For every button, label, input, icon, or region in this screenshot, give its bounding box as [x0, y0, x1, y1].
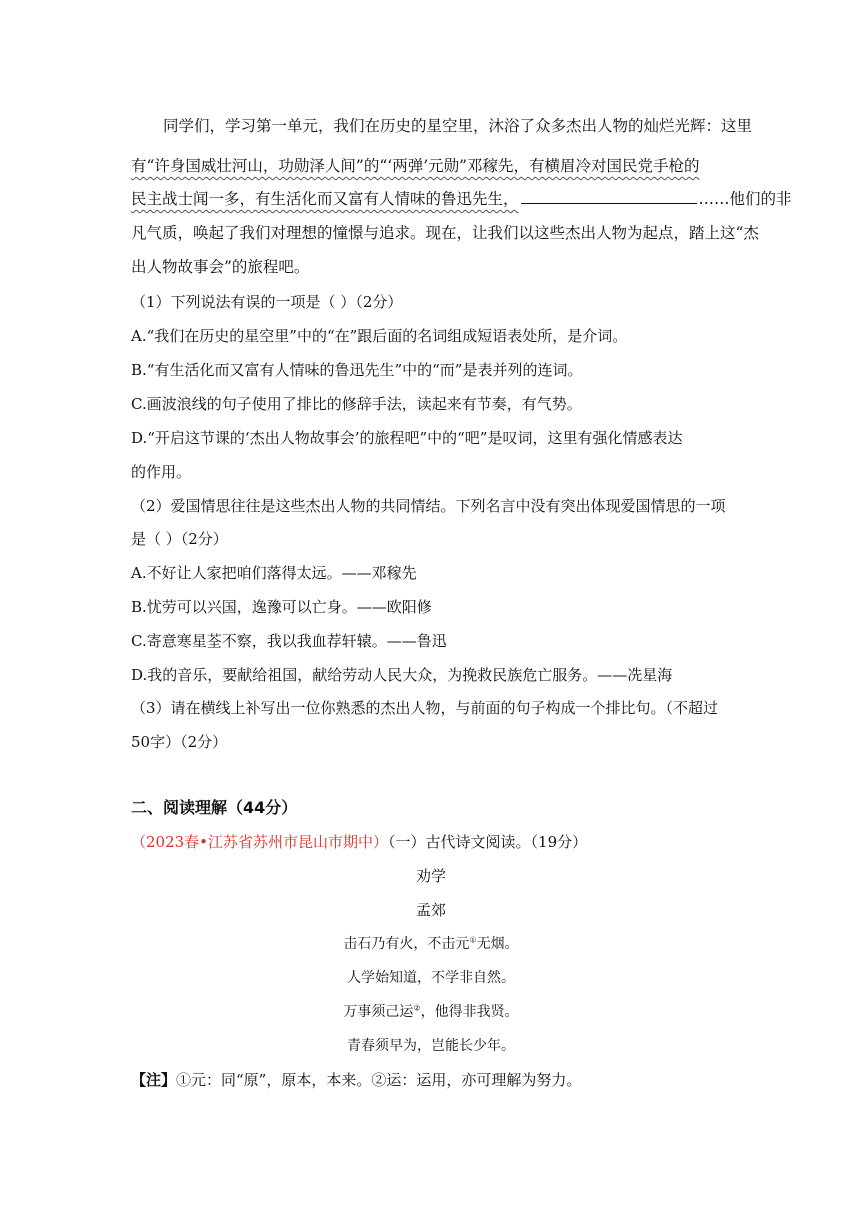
q2-stem-line-1: （2）爱国情思往往是这些杰出人物的共同情结。下列名言中没有突出体现爱国情思的一项: [131, 497, 726, 515]
footnote-text: ①元：同“原”，原本，本来。②运：运用，亦可理解为努力。: [176, 1071, 582, 1089]
intro-line-5: 出人物故事会”的旅程吧。: [131, 258, 310, 276]
footnote-tag: 【注】: [131, 1071, 177, 1089]
q2-option-d: D.我的音乐，要献给祖国，献给劳动人民大众，为挽救民族危亡服务。——冼星海: [131, 666, 673, 684]
poem-line-1-text-end: 无烟。: [476, 936, 519, 952]
poem-line-3-text-end: ，他得非我贤。: [420, 1004, 519, 1020]
poem-author: 孟郊: [415, 901, 446, 919]
intro-line-3-tail: ……他们的非: [698, 190, 792, 208]
wavy-underlined-sentence: 有“许身国威壮河山，功勋泽人间”的“‘两弹’元勋”邓稼先，有横眉冷对国民党手枪的: [131, 157, 700, 175]
q3-stem-line-1: （3）请在横线上补写出一位你熟悉的杰出人物，与前面的句子构成一个排比句。（不超过: [131, 699, 719, 717]
footnote-marker-1: ①: [469, 935, 477, 945]
q1-option-d-line-1: D.“开启这节课的‘杰出人物故事会’的旅程吧”中的“吧”是叹词，这里有强化情感表达: [131, 429, 683, 447]
q1-stem: （1）下列说法有误的一项是（ ）（2分）: [131, 293, 403, 311]
q3-stem-line-2: 50字）（2分）: [131, 733, 228, 751]
q2-option-a: A.不好让人家把咱们落得太远。——邓稼先: [131, 564, 417, 582]
poem-line-3-text: 万事须己运: [343, 1004, 414, 1020]
q2-stem-line-2: 是（ ）（2分）: [131, 530, 228, 548]
poem-title: 劝学: [415, 867, 446, 885]
intro-line-4: 凡气质，唤起了我们对理想的憧憬与追求。现在，让我们以这些杰出人物为起点，踏上这“杰: [131, 224, 759, 242]
intro-line-3: [131, 189, 792, 209]
intro-line-2: [131, 156, 700, 176]
q2-option-c: C.寄意寒星荃不察，我以我血荐轩辕。——鲁迅: [131, 632, 447, 650]
poem-line-1-text: 击石乃有火，不击元: [343, 936, 470, 952]
q2-option-b: B.忧劳可以兴国，逸豫可以亡身。——欧阳修: [131, 598, 432, 616]
wavy-underlined-sentence-cont: 民主战士闻一多，有生活化而又富有人情味的鲁迅先生，: [131, 190, 519, 208]
intro-line-1: 同学们，学习第一单元，我们在历史的星空里，沐浴了众多杰出人物的灿烂光辉：这里: [163, 117, 753, 135]
section-subheading: （一）古代诗文阅读。（19分）: [388, 833, 588, 851]
footnote: [131, 1070, 581, 1090]
poem-line-2: 人学始知道，不学非自然。: [347, 970, 515, 986]
poem-line-3: [131, 1002, 731, 1022]
answer-blank[interactable]: [521, 189, 697, 204]
poem-line-4: 青春须早为，岂能长少年。: [347, 1038, 515, 1054]
section-source-line: [131, 832, 587, 852]
q1-option-c: C.画波浪线的句子使用了排比的修辞手法，读起来有节奏，有气势。: [131, 395, 582, 413]
poem-line-1: [131, 934, 731, 954]
q1-option-d-line-2: 的作用。: [131, 463, 192, 481]
q1-option-b: B.“有生活化而又富有人情味的鲁迅先生”中的“而”是表并列的连词。: [131, 361, 583, 379]
exam-source: （2023春•江苏省苏州市昆山市期中）: [131, 833, 389, 851]
section-heading: 二、阅读理解（44分）: [131, 798, 298, 817]
footnote-marker-2: ②: [413, 1003, 421, 1013]
q1-option-a: A.“我们在历史的星空里”中的“在”跟后面的名词组成短语表处所，是介词。: [131, 327, 628, 345]
